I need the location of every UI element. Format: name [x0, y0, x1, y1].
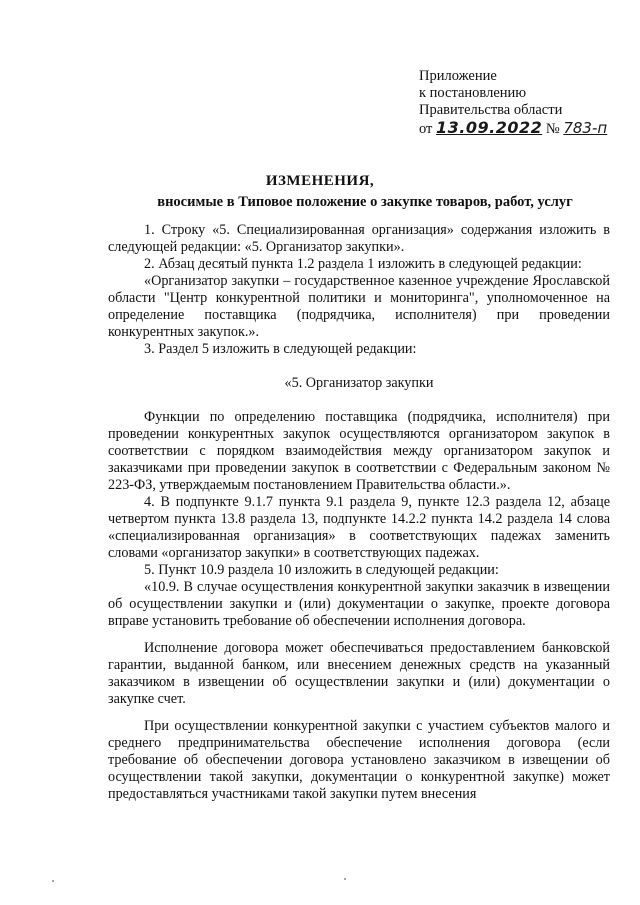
document-subtitle: вносимые в Типовое положение о закупке товаров, работ, услуг [157, 194, 573, 210]
appendix-line-3: Правительства области [419, 102, 563, 118]
date-prefix: от [419, 121, 433, 137]
handwritten-date: 13.09.2022 [436, 118, 543, 137]
number-sign: № [545, 121, 560, 137]
paragraph-8: «10.9. В случае осуществления конкурентной закупки заказчик в извещении об осуществлении закупки и (или) документации о закупке, проекте договора вправе установить требование об обеспечении исполнения договора. [108, 579, 610, 629]
paragraph-7: 5. Пункт 10.9 раздела 10 изложить в следующей редакции: [144, 562, 499, 578]
paragraph-2: 2. Абзац десятый пункта 1.2 раздела 1 изложить в следующей редакции: [144, 256, 582, 272]
paragraph-10: При осуществлении конкурентной закупки с участием субъектов малого и среднего предпринимательства обеспечение исполнения договора (если требование об обеспечении договора установлено заказчиком в извещении об осуществлении такой закупки, документации о конкурентной закупке) может предоставляться участниками такой закупки путем внесения [108, 718, 610, 802]
appendix-line-2: к постановлению [419, 85, 527, 101]
appendix-line-1: Приложение [419, 68, 497, 84]
paragraph-3: «Организатор закупки – государственное казенное учреждение Ярославской области "Центр конкурентной политики и мониторинга", уполномоченное на определение поставщика (подрядчика, исполнителя) при проведении конкурентных закупок.». [108, 273, 610, 340]
handwritten-number: 783-п [563, 119, 608, 137]
paragraph-6: 4. В подпункте 9.1.7 пункта 9.1 раздела 9, пункте 12.3 раздела 12, абзаце четвертом пункта 13.8 раздела 13, подпункте 14.2.2 пункта 14.2 раздела 14 слова «специализированная организация» в соответствующих падежах заменить словами «организатор закупки» в соответствующих падежах. [108, 494, 610, 561]
document-title: ИЗМЕНЕНИЯ, [265, 173, 375, 189]
document-body [108, 222, 610, 803]
scan-speck [52, 880, 54, 882]
appendix-block [419, 68, 629, 138]
paragraph-5: Функции по определению поставщика (подрядчика, исполнителя) при проведении конкурентных закупок осуществляются организатором закупок в соответствии с порядком взаимодействия между организатором закупок и заказчиками при проведении закупок в соответствии с Федеральным законом № 223-ФЗ, утверждаемым постановлением Правительства области.». [108, 409, 610, 493]
paragraph-9: Исполнение договора может обеспечиваться предоставлением банковской гарантии, выданной банком, или внесением денежных средств на указанный заказчиком в извещении об осуществлении закупки и (или) документации о закупке счет. [108, 640, 610, 707]
section-heading: «5. Организатор закупки [284, 375, 434, 391]
paragraph-4: 3. Раздел 5 изложить в следующей редакции: [144, 341, 417, 357]
scan-speck [344, 878, 346, 880]
paragraph-1: 1. Строку «5. Специализированная организация» содержания изложить в следующей редакции: «5. Организатор закупки». [108, 222, 610, 255]
appendix-date-line [419, 119, 629, 138]
